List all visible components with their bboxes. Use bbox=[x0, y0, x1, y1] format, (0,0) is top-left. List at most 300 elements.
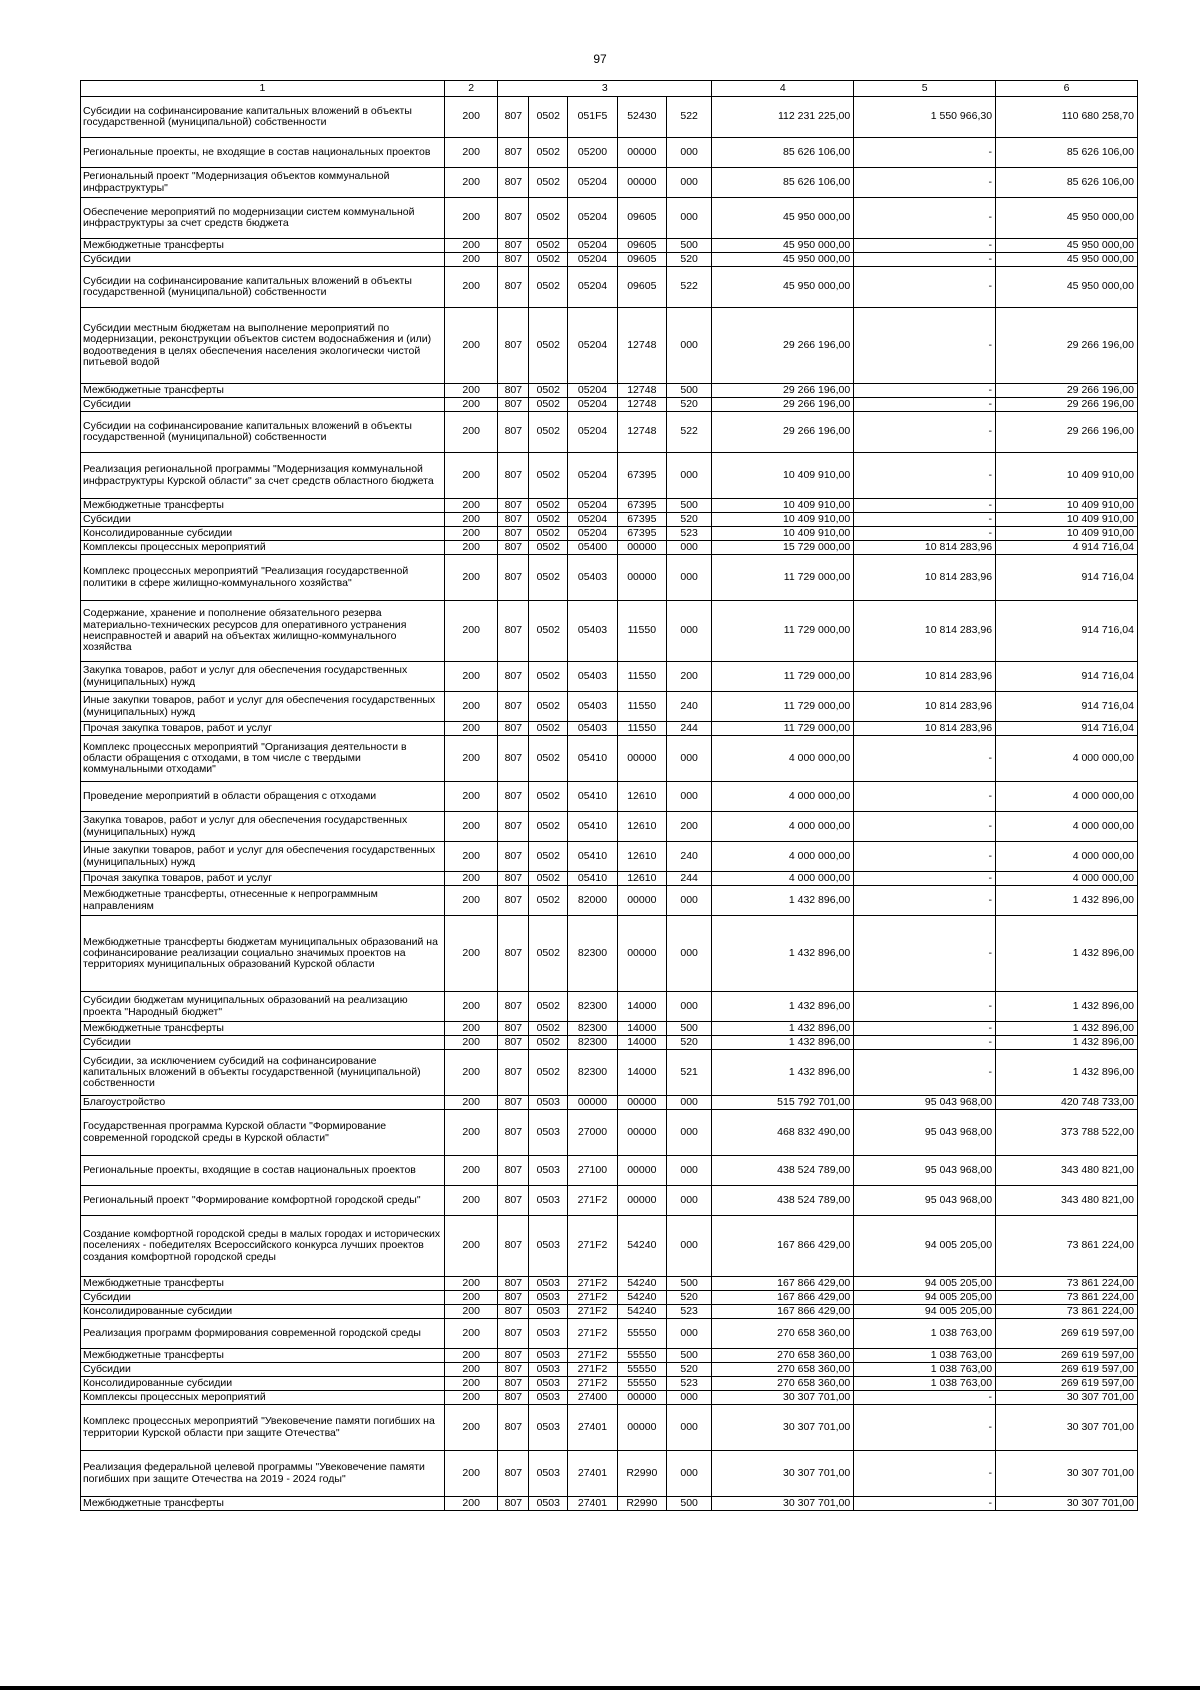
amount-executed: - bbox=[854, 736, 996, 782]
table-row bbox=[81, 398, 1138, 412]
code-6: 500 bbox=[667, 499, 712, 513]
header-col-2: 2 bbox=[444, 81, 497, 97]
code-5: 54240 bbox=[617, 1277, 666, 1291]
code-5: 12748 bbox=[617, 384, 666, 398]
amount-executed: 10 814 283,96 bbox=[854, 555, 996, 601]
amount-remaining: 269 619 597,00 bbox=[996, 1377, 1138, 1391]
table-row bbox=[81, 782, 1138, 812]
row-name: Субсидии бюджетам муниципальных образований на реализацию проекта "Народный бюджет" bbox=[81, 992, 445, 1022]
code-3: 0503 bbox=[529, 1391, 568, 1405]
code-4: 05204 bbox=[568, 267, 617, 308]
row-name: Консолидированные субсидии bbox=[81, 527, 445, 541]
table-row bbox=[81, 412, 1138, 453]
code-6: 240 bbox=[667, 842, 712, 872]
code-5: 14000 bbox=[617, 1036, 666, 1050]
amount-plan: 1 432 896,00 bbox=[712, 1036, 854, 1050]
code-6: 000 bbox=[667, 1096, 712, 1110]
code-1: 200 bbox=[444, 527, 497, 541]
code-2: 807 bbox=[498, 782, 529, 812]
code-2: 807 bbox=[498, 398, 529, 412]
code-6: 500 bbox=[667, 1497, 712, 1511]
code-3: 0502 bbox=[529, 886, 568, 916]
amount-executed: - bbox=[854, 168, 996, 198]
code-1: 200 bbox=[444, 1451, 497, 1497]
row-name: Межбюджетные трансферты bbox=[81, 1349, 445, 1363]
amount-plan: 45 950 000,00 bbox=[712, 267, 854, 308]
code-4: 05403 bbox=[568, 555, 617, 601]
code-5: 00000 bbox=[617, 555, 666, 601]
code-6: 520 bbox=[667, 398, 712, 412]
amount-executed: - bbox=[854, 886, 996, 916]
code-6: 520 bbox=[667, 253, 712, 267]
table-row bbox=[81, 513, 1138, 527]
code-3: 0503 bbox=[529, 1405, 568, 1451]
row-name: Государственная программа Курской области "Формирование современной городской среды в Курской области" bbox=[81, 1110, 445, 1156]
code-4: 271F2 bbox=[568, 1186, 617, 1216]
code-5: 00000 bbox=[617, 736, 666, 782]
table-row bbox=[81, 499, 1138, 513]
code-6: 523 bbox=[667, 527, 712, 541]
amount-executed: - bbox=[854, 992, 996, 1022]
amount-plan: 438 524 789,00 bbox=[712, 1156, 854, 1186]
code-1: 200 bbox=[444, 239, 497, 253]
table-row bbox=[81, 916, 1138, 992]
code-3: 0503 bbox=[529, 1451, 568, 1497]
code-3: 0503 bbox=[529, 1186, 568, 1216]
code-4: 271F2 bbox=[568, 1277, 617, 1291]
code-1: 200 bbox=[444, 253, 497, 267]
code-1: 200 bbox=[444, 1319, 497, 1349]
amount-remaining: 914 716,04 bbox=[996, 722, 1138, 736]
code-6: 000 bbox=[667, 1186, 712, 1216]
code-2: 807 bbox=[498, 1363, 529, 1377]
code-1: 200 bbox=[444, 513, 497, 527]
row-name: Межбюджетные трансферты бюджетам муниципальных образований на софинансирование реализации социально значимых проектов на территориях муниципальных образований Курской области bbox=[81, 916, 445, 992]
row-name: Закупка товаров, работ и услуг для обеспечения государственных (муниципальных) нужд bbox=[81, 812, 445, 842]
code-5: 09605 bbox=[617, 253, 666, 267]
code-3: 0502 bbox=[529, 916, 568, 992]
amount-remaining: 4 000 000,00 bbox=[996, 872, 1138, 886]
code-1: 200 bbox=[444, 499, 497, 513]
code-2: 807 bbox=[498, 1050, 529, 1096]
code-4: 05204 bbox=[568, 453, 617, 499]
row-name: Субсидии bbox=[81, 253, 445, 267]
table-row bbox=[81, 267, 1138, 308]
code-1: 200 bbox=[444, 782, 497, 812]
code-4: 05204 bbox=[568, 253, 617, 267]
amount-remaining: 29 266 196,00 bbox=[996, 308, 1138, 384]
amount-executed: - bbox=[854, 842, 996, 872]
amount-executed: - bbox=[854, 1451, 996, 1497]
table-row bbox=[81, 168, 1138, 198]
code-3: 0502 bbox=[529, 842, 568, 872]
row-name: Региональный проект "Модернизация объектов коммунальной инфраструктуры" bbox=[81, 168, 445, 198]
amount-executed: - bbox=[854, 384, 996, 398]
code-6: 200 bbox=[667, 812, 712, 842]
header-col-6: 6 bbox=[996, 81, 1138, 97]
amount-remaining: 30 307 701,00 bbox=[996, 1497, 1138, 1511]
code-2: 807 bbox=[498, 541, 529, 555]
amount-executed: - bbox=[854, 527, 996, 541]
code-6: 520 bbox=[667, 513, 712, 527]
amount-plan: 11 729 000,00 bbox=[712, 601, 854, 662]
amount-remaining: 30 307 701,00 bbox=[996, 1391, 1138, 1405]
code-1: 200 bbox=[444, 1391, 497, 1405]
code-3: 0502 bbox=[529, 138, 568, 168]
amount-remaining: 1 432 896,00 bbox=[996, 916, 1138, 992]
table-row bbox=[81, 1319, 1138, 1349]
amount-plan: 112 231 225,00 bbox=[712, 97, 854, 138]
code-6: 523 bbox=[667, 1305, 712, 1319]
code-1: 200 bbox=[444, 198, 497, 239]
code-1: 200 bbox=[444, 812, 497, 842]
amount-executed: - bbox=[854, 513, 996, 527]
code-4: 271F2 bbox=[568, 1319, 617, 1349]
code-1: 200 bbox=[444, 601, 497, 662]
code-5: 12610 bbox=[617, 842, 666, 872]
amount-remaining: 914 716,04 bbox=[996, 662, 1138, 692]
code-3: 0502 bbox=[529, 1036, 568, 1050]
code-3: 0503 bbox=[529, 1096, 568, 1110]
code-6: 000 bbox=[667, 1391, 712, 1405]
code-6: 000 bbox=[667, 992, 712, 1022]
row-name: Реализация программ формирования современной городской среды bbox=[81, 1319, 445, 1349]
code-5: 00000 bbox=[617, 1156, 666, 1186]
row-name: Комплексы процессных мероприятий bbox=[81, 1391, 445, 1405]
row-name: Благоустройство bbox=[81, 1096, 445, 1110]
code-3: 0503 bbox=[529, 1216, 568, 1277]
header-col-1: 1 bbox=[81, 81, 445, 97]
code-1: 200 bbox=[444, 398, 497, 412]
code-1: 200 bbox=[444, 1156, 497, 1186]
amount-plan: 30 307 701,00 bbox=[712, 1405, 854, 1451]
code-6: 244 bbox=[667, 722, 712, 736]
code-3: 0503 bbox=[529, 1497, 568, 1511]
code-4: 05204 bbox=[568, 398, 617, 412]
code-1: 200 bbox=[444, 555, 497, 601]
row-name: Межбюджетные трансферты bbox=[81, 499, 445, 513]
header-col-4: 4 bbox=[712, 81, 854, 97]
code-3: 0502 bbox=[529, 662, 568, 692]
header-col-3: 3 bbox=[498, 81, 712, 97]
table-row bbox=[81, 692, 1138, 722]
amount-remaining: 914 716,04 bbox=[996, 555, 1138, 601]
code-1: 200 bbox=[444, 842, 497, 872]
table-row bbox=[81, 842, 1138, 872]
table-row bbox=[81, 1277, 1138, 1291]
code-6: 523 bbox=[667, 1377, 712, 1391]
code-6: 000 bbox=[667, 198, 712, 239]
code-1: 200 bbox=[444, 886, 497, 916]
code-5: 14000 bbox=[617, 1022, 666, 1036]
code-5: 55550 bbox=[617, 1363, 666, 1377]
amount-remaining: 373 788 522,00 bbox=[996, 1110, 1138, 1156]
amount-plan: 30 307 701,00 bbox=[712, 1497, 854, 1511]
code-5: 11550 bbox=[617, 722, 666, 736]
code-6: 500 bbox=[667, 384, 712, 398]
code-6: 244 bbox=[667, 872, 712, 886]
table-body bbox=[81, 97, 1138, 1511]
amount-plan: 438 524 789,00 bbox=[712, 1186, 854, 1216]
code-2: 807 bbox=[498, 1305, 529, 1319]
code-3: 0502 bbox=[529, 992, 568, 1022]
code-2: 807 bbox=[498, 992, 529, 1022]
amount-remaining: 45 950 000,00 bbox=[996, 198, 1138, 239]
amount-plan: 1 432 896,00 bbox=[712, 916, 854, 992]
code-6: 520 bbox=[667, 1036, 712, 1050]
amount-plan: 1 432 896,00 bbox=[712, 1050, 854, 1096]
table-row bbox=[81, 1156, 1138, 1186]
code-2: 807 bbox=[498, 97, 529, 138]
code-3: 0502 bbox=[529, 1022, 568, 1036]
row-name: Межбюджетные трансферты, отнесенные к непрограммным направлениям bbox=[81, 886, 445, 916]
amount-executed: 10 814 283,96 bbox=[854, 692, 996, 722]
code-2: 807 bbox=[498, 1377, 529, 1391]
code-5: 00000 bbox=[617, 1405, 666, 1451]
code-1: 200 bbox=[444, 1291, 497, 1305]
code-5: 11550 bbox=[617, 601, 666, 662]
code-2: 807 bbox=[498, 499, 529, 513]
amount-executed: 94 005 205,00 bbox=[854, 1216, 996, 1277]
code-2: 807 bbox=[498, 1186, 529, 1216]
amount-remaining: 4 000 000,00 bbox=[996, 812, 1138, 842]
amount-executed: - bbox=[854, 499, 996, 513]
code-4: 05204 bbox=[568, 384, 617, 398]
table-row bbox=[81, 1405, 1138, 1451]
amount-remaining: 29 266 196,00 bbox=[996, 384, 1138, 398]
code-3: 0502 bbox=[529, 412, 568, 453]
code-3: 0502 bbox=[529, 253, 568, 267]
code-5: 12748 bbox=[617, 412, 666, 453]
code-3: 0502 bbox=[529, 736, 568, 782]
code-5: R2990 bbox=[617, 1497, 666, 1511]
amount-plan: 29 266 196,00 bbox=[712, 384, 854, 398]
amount-executed: - bbox=[854, 1036, 996, 1050]
code-3: 0502 bbox=[529, 168, 568, 198]
table-row bbox=[81, 97, 1138, 138]
code-2: 807 bbox=[498, 138, 529, 168]
code-3: 0502 bbox=[529, 384, 568, 398]
code-6: 000 bbox=[667, 168, 712, 198]
code-6: 522 bbox=[667, 97, 712, 138]
code-4: 05204 bbox=[568, 499, 617, 513]
row-name: Региональный проект "Формирование комфортной городской среды" bbox=[81, 1186, 445, 1216]
code-2: 807 bbox=[498, 1216, 529, 1277]
code-3: 0502 bbox=[529, 198, 568, 239]
code-3: 0502 bbox=[529, 692, 568, 722]
code-3: 0503 bbox=[529, 1319, 568, 1349]
code-5: 12610 bbox=[617, 812, 666, 842]
code-4: 27000 bbox=[568, 1110, 617, 1156]
code-6: 500 bbox=[667, 239, 712, 253]
amount-remaining: 1 432 896,00 bbox=[996, 1036, 1138, 1050]
amount-plan: 270 658 360,00 bbox=[712, 1377, 854, 1391]
amount-plan: 1 432 896,00 bbox=[712, 992, 854, 1022]
code-6: 000 bbox=[667, 601, 712, 662]
row-name: Комплексы процессных мероприятий bbox=[81, 541, 445, 555]
code-2: 807 bbox=[498, 527, 529, 541]
code-4: 05410 bbox=[568, 842, 617, 872]
code-4: 27400 bbox=[568, 1391, 617, 1405]
table-row bbox=[81, 198, 1138, 239]
code-1: 200 bbox=[444, 1405, 497, 1451]
amount-plan: 11 729 000,00 bbox=[712, 662, 854, 692]
amount-remaining: 45 950 000,00 bbox=[996, 239, 1138, 253]
code-4: 05400 bbox=[568, 541, 617, 555]
amount-remaining: 110 680 258,70 bbox=[996, 97, 1138, 138]
code-2: 807 bbox=[498, 1497, 529, 1511]
bottom-rule bbox=[0, 1686, 1200, 1690]
amount-plan: 85 626 106,00 bbox=[712, 168, 854, 198]
amount-executed: 10 814 283,96 bbox=[854, 722, 996, 736]
amount-plan: 29 266 196,00 bbox=[712, 308, 854, 384]
code-1: 200 bbox=[444, 308, 497, 384]
table-row bbox=[81, 722, 1138, 736]
amount-plan: 30 307 701,00 bbox=[712, 1391, 854, 1405]
row-name: Консолидированные субсидии bbox=[81, 1305, 445, 1319]
code-4: 05403 bbox=[568, 601, 617, 662]
table-row bbox=[81, 1291, 1138, 1305]
code-4: 05403 bbox=[568, 722, 617, 736]
code-6: 000 bbox=[667, 308, 712, 384]
page-number: 97 bbox=[593, 52, 607, 66]
code-2: 807 bbox=[498, 1277, 529, 1291]
code-2: 807 bbox=[498, 1349, 529, 1363]
row-name: Обеспечение мероприятий по модернизации систем коммунальной инфраструктуры за счет средств бюджета bbox=[81, 198, 445, 239]
amount-plan: 4 000 000,00 bbox=[712, 842, 854, 872]
code-6: 500 bbox=[667, 1022, 712, 1036]
code-6: 522 bbox=[667, 267, 712, 308]
code-6: 000 bbox=[667, 555, 712, 601]
row-name: Межбюджетные трансферты bbox=[81, 239, 445, 253]
amount-plan: 29 266 196,00 bbox=[712, 398, 854, 412]
code-6: 000 bbox=[667, 453, 712, 499]
code-5: 12610 bbox=[617, 782, 666, 812]
row-name: Субсидии bbox=[81, 1291, 445, 1305]
code-6: 000 bbox=[667, 1156, 712, 1186]
code-5: 54240 bbox=[617, 1305, 666, 1319]
code-1: 200 bbox=[444, 97, 497, 138]
code-4: 05204 bbox=[568, 239, 617, 253]
amount-plan: 4 000 000,00 bbox=[712, 736, 854, 782]
amount-remaining: 914 716,04 bbox=[996, 601, 1138, 662]
code-2: 807 bbox=[498, 555, 529, 601]
code-4: 05204 bbox=[568, 527, 617, 541]
amount-executed: 1 038 763,00 bbox=[854, 1319, 996, 1349]
code-5: 67395 bbox=[617, 527, 666, 541]
amount-executed: - bbox=[854, 1050, 996, 1096]
table-row bbox=[81, 1349, 1138, 1363]
code-6: 000 bbox=[667, 736, 712, 782]
table-row bbox=[81, 384, 1138, 398]
code-4: 271F2 bbox=[568, 1349, 617, 1363]
code-2: 807 bbox=[498, 308, 529, 384]
code-1: 200 bbox=[444, 1497, 497, 1511]
code-3: 0503 bbox=[529, 1377, 568, 1391]
code-5: 00000 bbox=[617, 1110, 666, 1156]
code-1: 200 bbox=[444, 384, 497, 398]
amount-remaining: 1 432 896,00 bbox=[996, 992, 1138, 1022]
amount-plan: 45 950 000,00 bbox=[712, 239, 854, 253]
code-5: 00000 bbox=[617, 138, 666, 168]
code-3: 0502 bbox=[529, 601, 568, 662]
code-6: 520 bbox=[667, 1291, 712, 1305]
amount-remaining: 45 950 000,00 bbox=[996, 267, 1138, 308]
row-name: Субсидии на софинансирование капитальных вложений в объекты государственной (муниципальной) собственности bbox=[81, 267, 445, 308]
table-row bbox=[81, 1363, 1138, 1377]
code-2: 807 bbox=[498, 1156, 529, 1186]
code-2: 807 bbox=[498, 1391, 529, 1405]
table-row bbox=[81, 1497, 1138, 1511]
code-2: 807 bbox=[498, 1319, 529, 1349]
amount-remaining: 85 626 106,00 bbox=[996, 168, 1138, 198]
code-3: 0502 bbox=[529, 541, 568, 555]
code-4: 82300 bbox=[568, 1022, 617, 1036]
code-2: 807 bbox=[498, 1451, 529, 1497]
amount-remaining: 4 000 000,00 bbox=[996, 842, 1138, 872]
table-row bbox=[81, 1050, 1138, 1096]
amount-remaining: 10 409 910,00 bbox=[996, 527, 1138, 541]
table-row bbox=[81, 886, 1138, 916]
table-row bbox=[81, 541, 1138, 555]
table-row bbox=[81, 555, 1138, 601]
code-1: 200 bbox=[444, 267, 497, 308]
amount-remaining: 73 861 224,00 bbox=[996, 1277, 1138, 1291]
amount-plan: 1 432 896,00 bbox=[712, 886, 854, 916]
code-4: 05410 bbox=[568, 812, 617, 842]
code-4: 271F2 bbox=[568, 1216, 617, 1277]
amount-plan: 30 307 701,00 bbox=[712, 1451, 854, 1497]
code-4: 82300 bbox=[568, 916, 617, 992]
amount-plan: 167 866 429,00 bbox=[712, 1216, 854, 1277]
code-1: 200 bbox=[444, 662, 497, 692]
code-1: 200 bbox=[444, 1216, 497, 1277]
table-row bbox=[81, 308, 1138, 384]
amount-executed: 94 005 205,00 bbox=[854, 1277, 996, 1291]
code-2: 807 bbox=[498, 1036, 529, 1050]
table-row bbox=[81, 1305, 1138, 1319]
code-3: 0502 bbox=[529, 872, 568, 886]
table-row bbox=[81, 527, 1138, 541]
table-row bbox=[81, 239, 1138, 253]
amount-remaining: 85 626 106,00 bbox=[996, 138, 1138, 168]
row-name: Комплекс процессных мероприятий "Организация деятельности в области обращения с отходами, в том числе с твердыми коммунальными отходами" bbox=[81, 736, 445, 782]
code-3: 0502 bbox=[529, 555, 568, 601]
amount-executed: - bbox=[854, 812, 996, 842]
table-row bbox=[81, 1036, 1138, 1050]
code-6: 522 bbox=[667, 412, 712, 453]
code-1: 200 bbox=[444, 692, 497, 722]
row-name: Консолидированные субсидии bbox=[81, 1377, 445, 1391]
code-6: 240 bbox=[667, 692, 712, 722]
budget-table-wrapper bbox=[80, 80, 1138, 1511]
code-5: 00000 bbox=[617, 1186, 666, 1216]
code-5: 55550 bbox=[617, 1349, 666, 1363]
table-row bbox=[81, 1451, 1138, 1497]
code-3: 0502 bbox=[529, 239, 568, 253]
code-2: 807 bbox=[498, 1291, 529, 1305]
code-1: 200 bbox=[444, 412, 497, 453]
code-1: 200 bbox=[444, 1349, 497, 1363]
code-1: 200 bbox=[444, 168, 497, 198]
code-2: 807 bbox=[498, 1405, 529, 1451]
amount-executed: 10 814 283,96 bbox=[854, 662, 996, 692]
code-3: 0502 bbox=[529, 398, 568, 412]
code-1: 200 bbox=[444, 453, 497, 499]
amount-plan: 10 409 910,00 bbox=[712, 527, 854, 541]
row-name: Межбюджетные трансферты bbox=[81, 1277, 445, 1291]
code-5: 67395 bbox=[617, 499, 666, 513]
